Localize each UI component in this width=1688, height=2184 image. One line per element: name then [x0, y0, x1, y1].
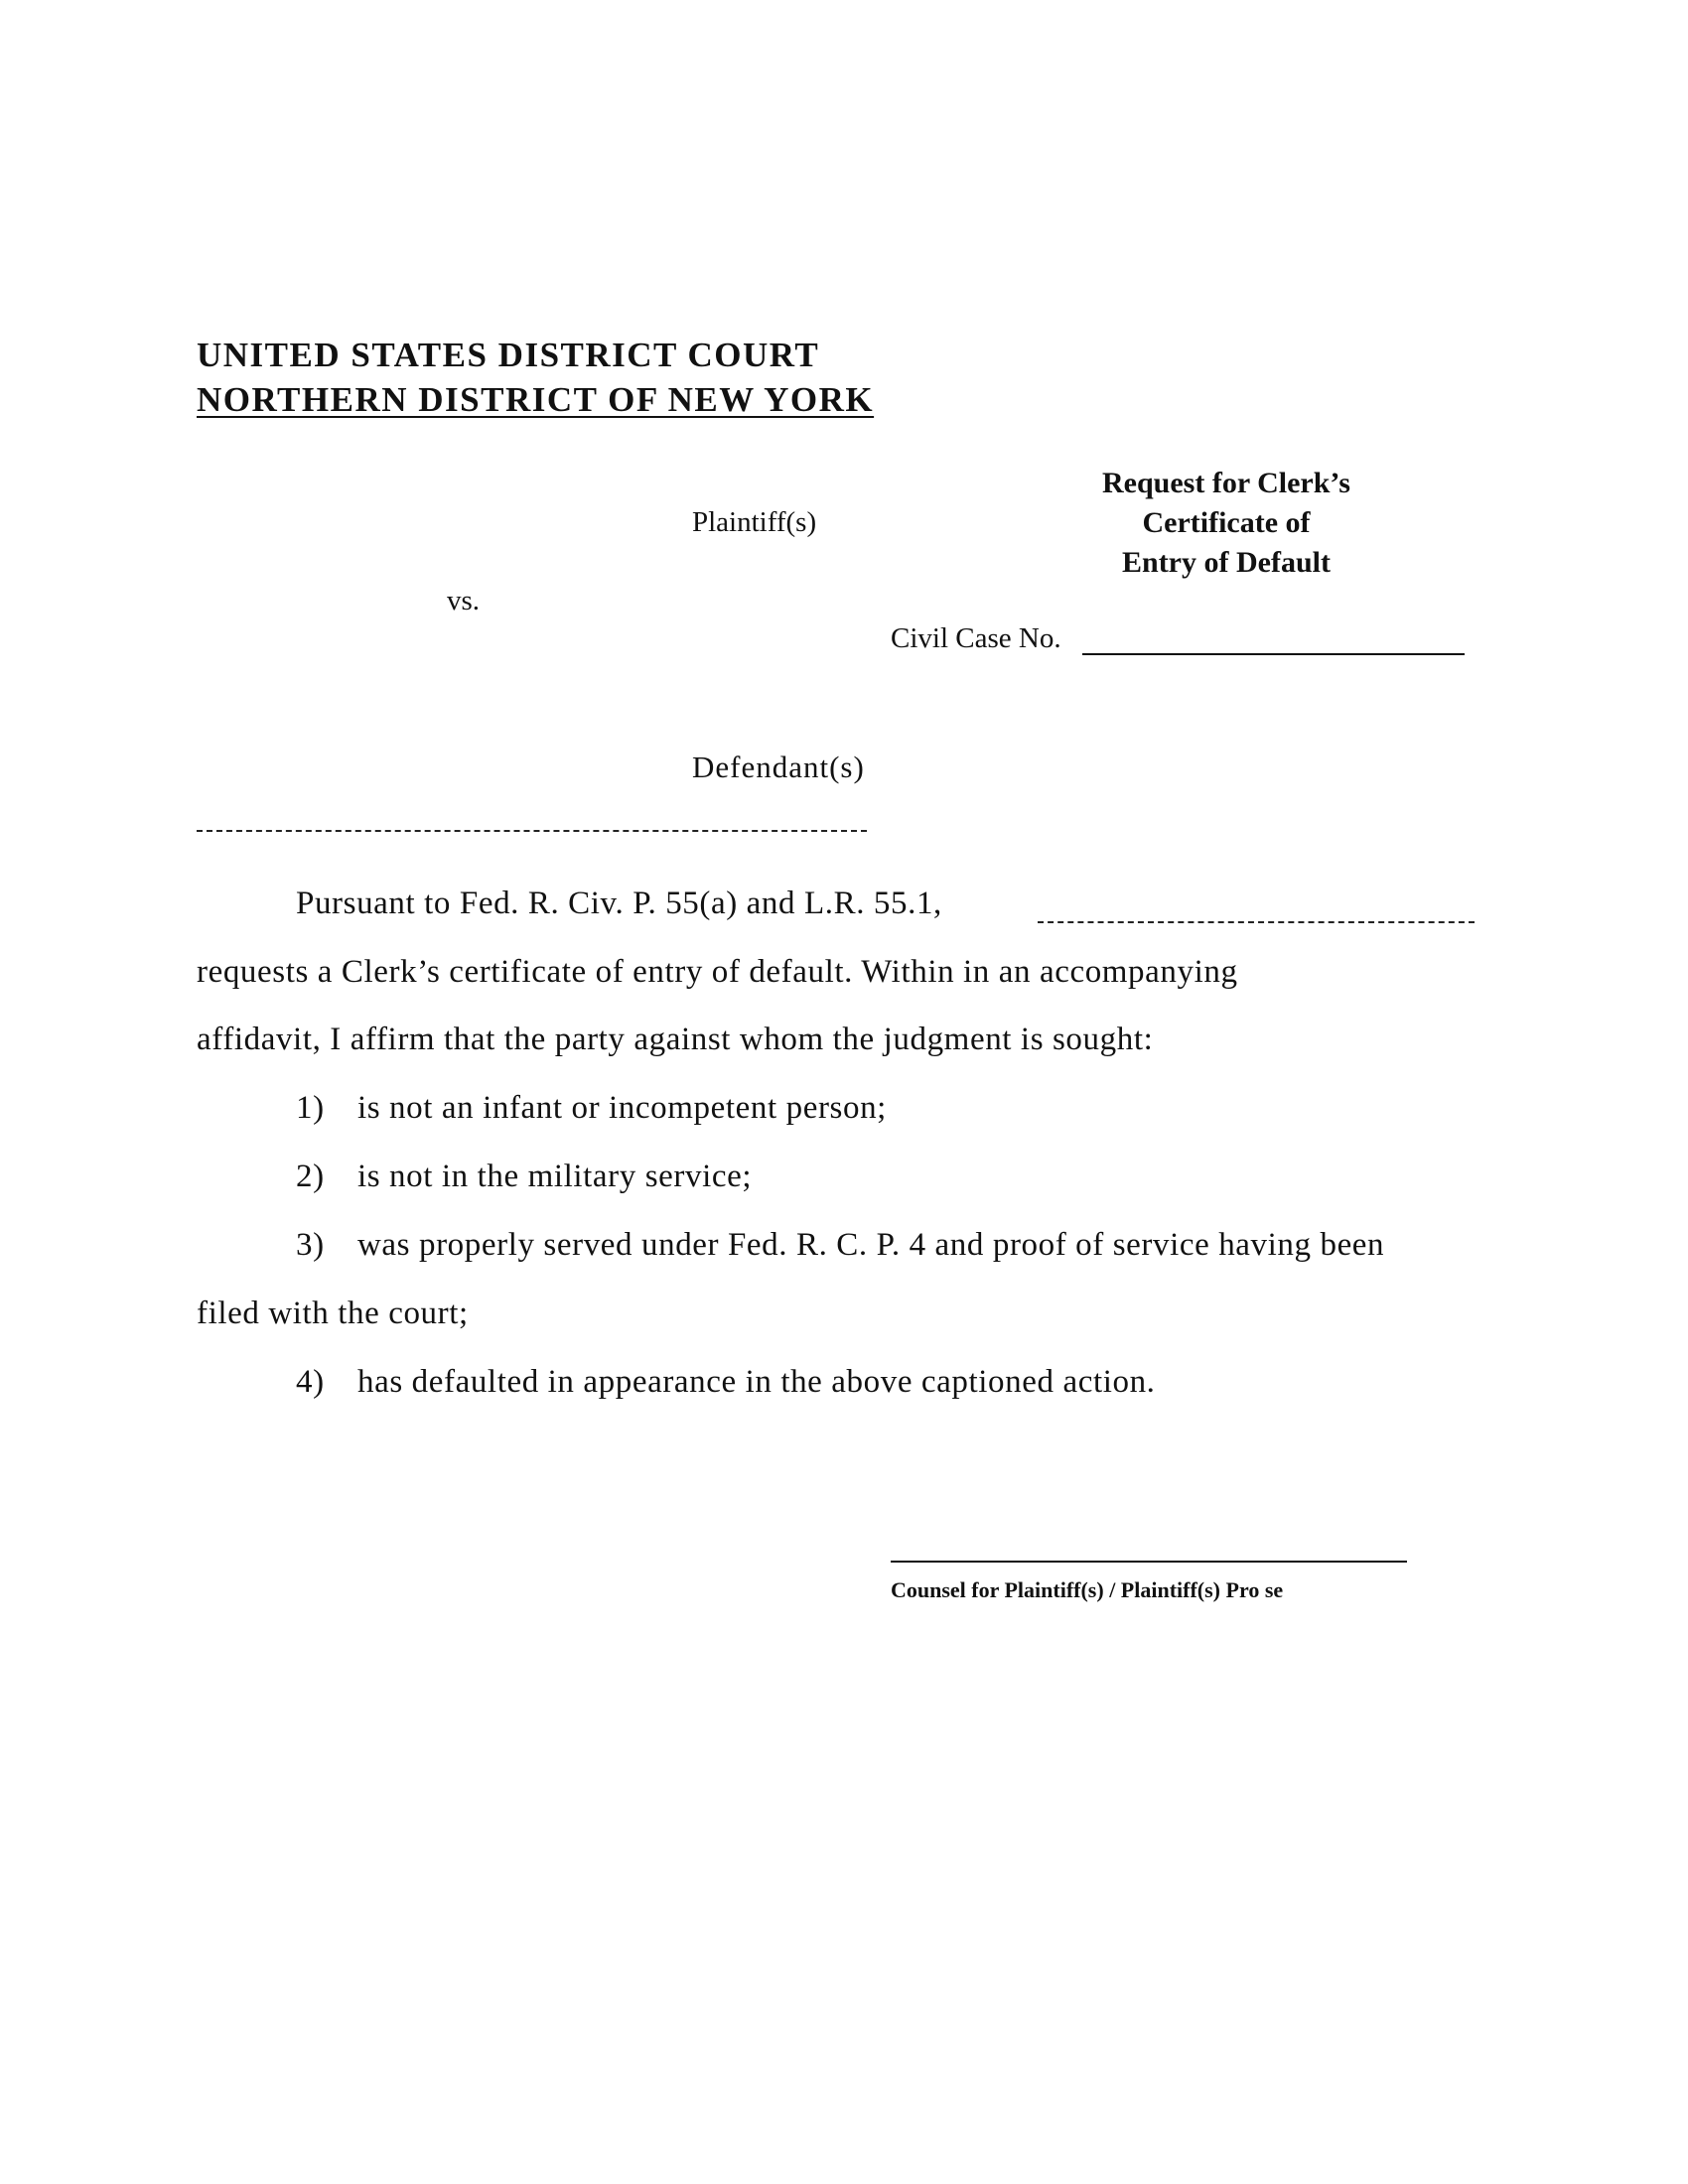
caption-divider [197, 830, 867, 832]
list-item-4-number: 4) [296, 1364, 325, 1400]
request-title-line-3: Entry of Default [1122, 546, 1331, 579]
request-title-line-2: Certificate of [1142, 506, 1311, 539]
signature-line[interactable] [891, 1561, 1407, 1563]
plaintiff-label: Plaintiff(s) [692, 506, 817, 538]
intro-text-2: requests a Clerk’s certificate of entry of default. Within in an accompanying [197, 954, 1238, 990]
intro-text: Pursuant to Fed. R. Civ. P. 55(a) and L.R. 55.1, [296, 886, 942, 921]
vs-label: vs. [447, 585, 481, 616]
intro-text-3: affidavit, I affirm that the party against whom the judgment is sought: [197, 1022, 1154, 1057]
district-name: NORTHERN DISTRICT OF NEW YORK [197, 380, 875, 419]
request-title-line-1: Request for Clerk’s [1102, 467, 1350, 499]
list-item-1: is not an infant or incompetent person; [357, 1090, 887, 1126]
list-item-3-number: 3) [296, 1227, 325, 1263]
list-item-3-continuation: filed with the court; [197, 1296, 469, 1331]
case-number-blank[interactable] [1082, 653, 1465, 655]
request-title [1048, 464, 1405, 583]
civil-case-no-label: Civil Case No. [891, 622, 1061, 654]
signature-caption: Counsel for Plaintiff(s) / Plaintiff(s) Pro se [891, 1577, 1284, 1602]
list-item-4: has defaulted in appearance in the above captioned action. [357, 1364, 1156, 1400]
list-item-2-number: 2) [296, 1159, 325, 1194]
list-item-3: was properly served under Fed. R. C. P. 4 and proof of service having been [357, 1227, 1385, 1263]
list-item-1-number: 1) [296, 1090, 325, 1126]
court-name: UNITED STATES DISTRICT COURT [197, 336, 820, 374]
requesting-party-blank[interactable] [1038, 921, 1475, 923]
list-item-2: is not in the military service; [357, 1159, 753, 1194]
defendant-label: Defendant(s) [692, 750, 865, 784]
